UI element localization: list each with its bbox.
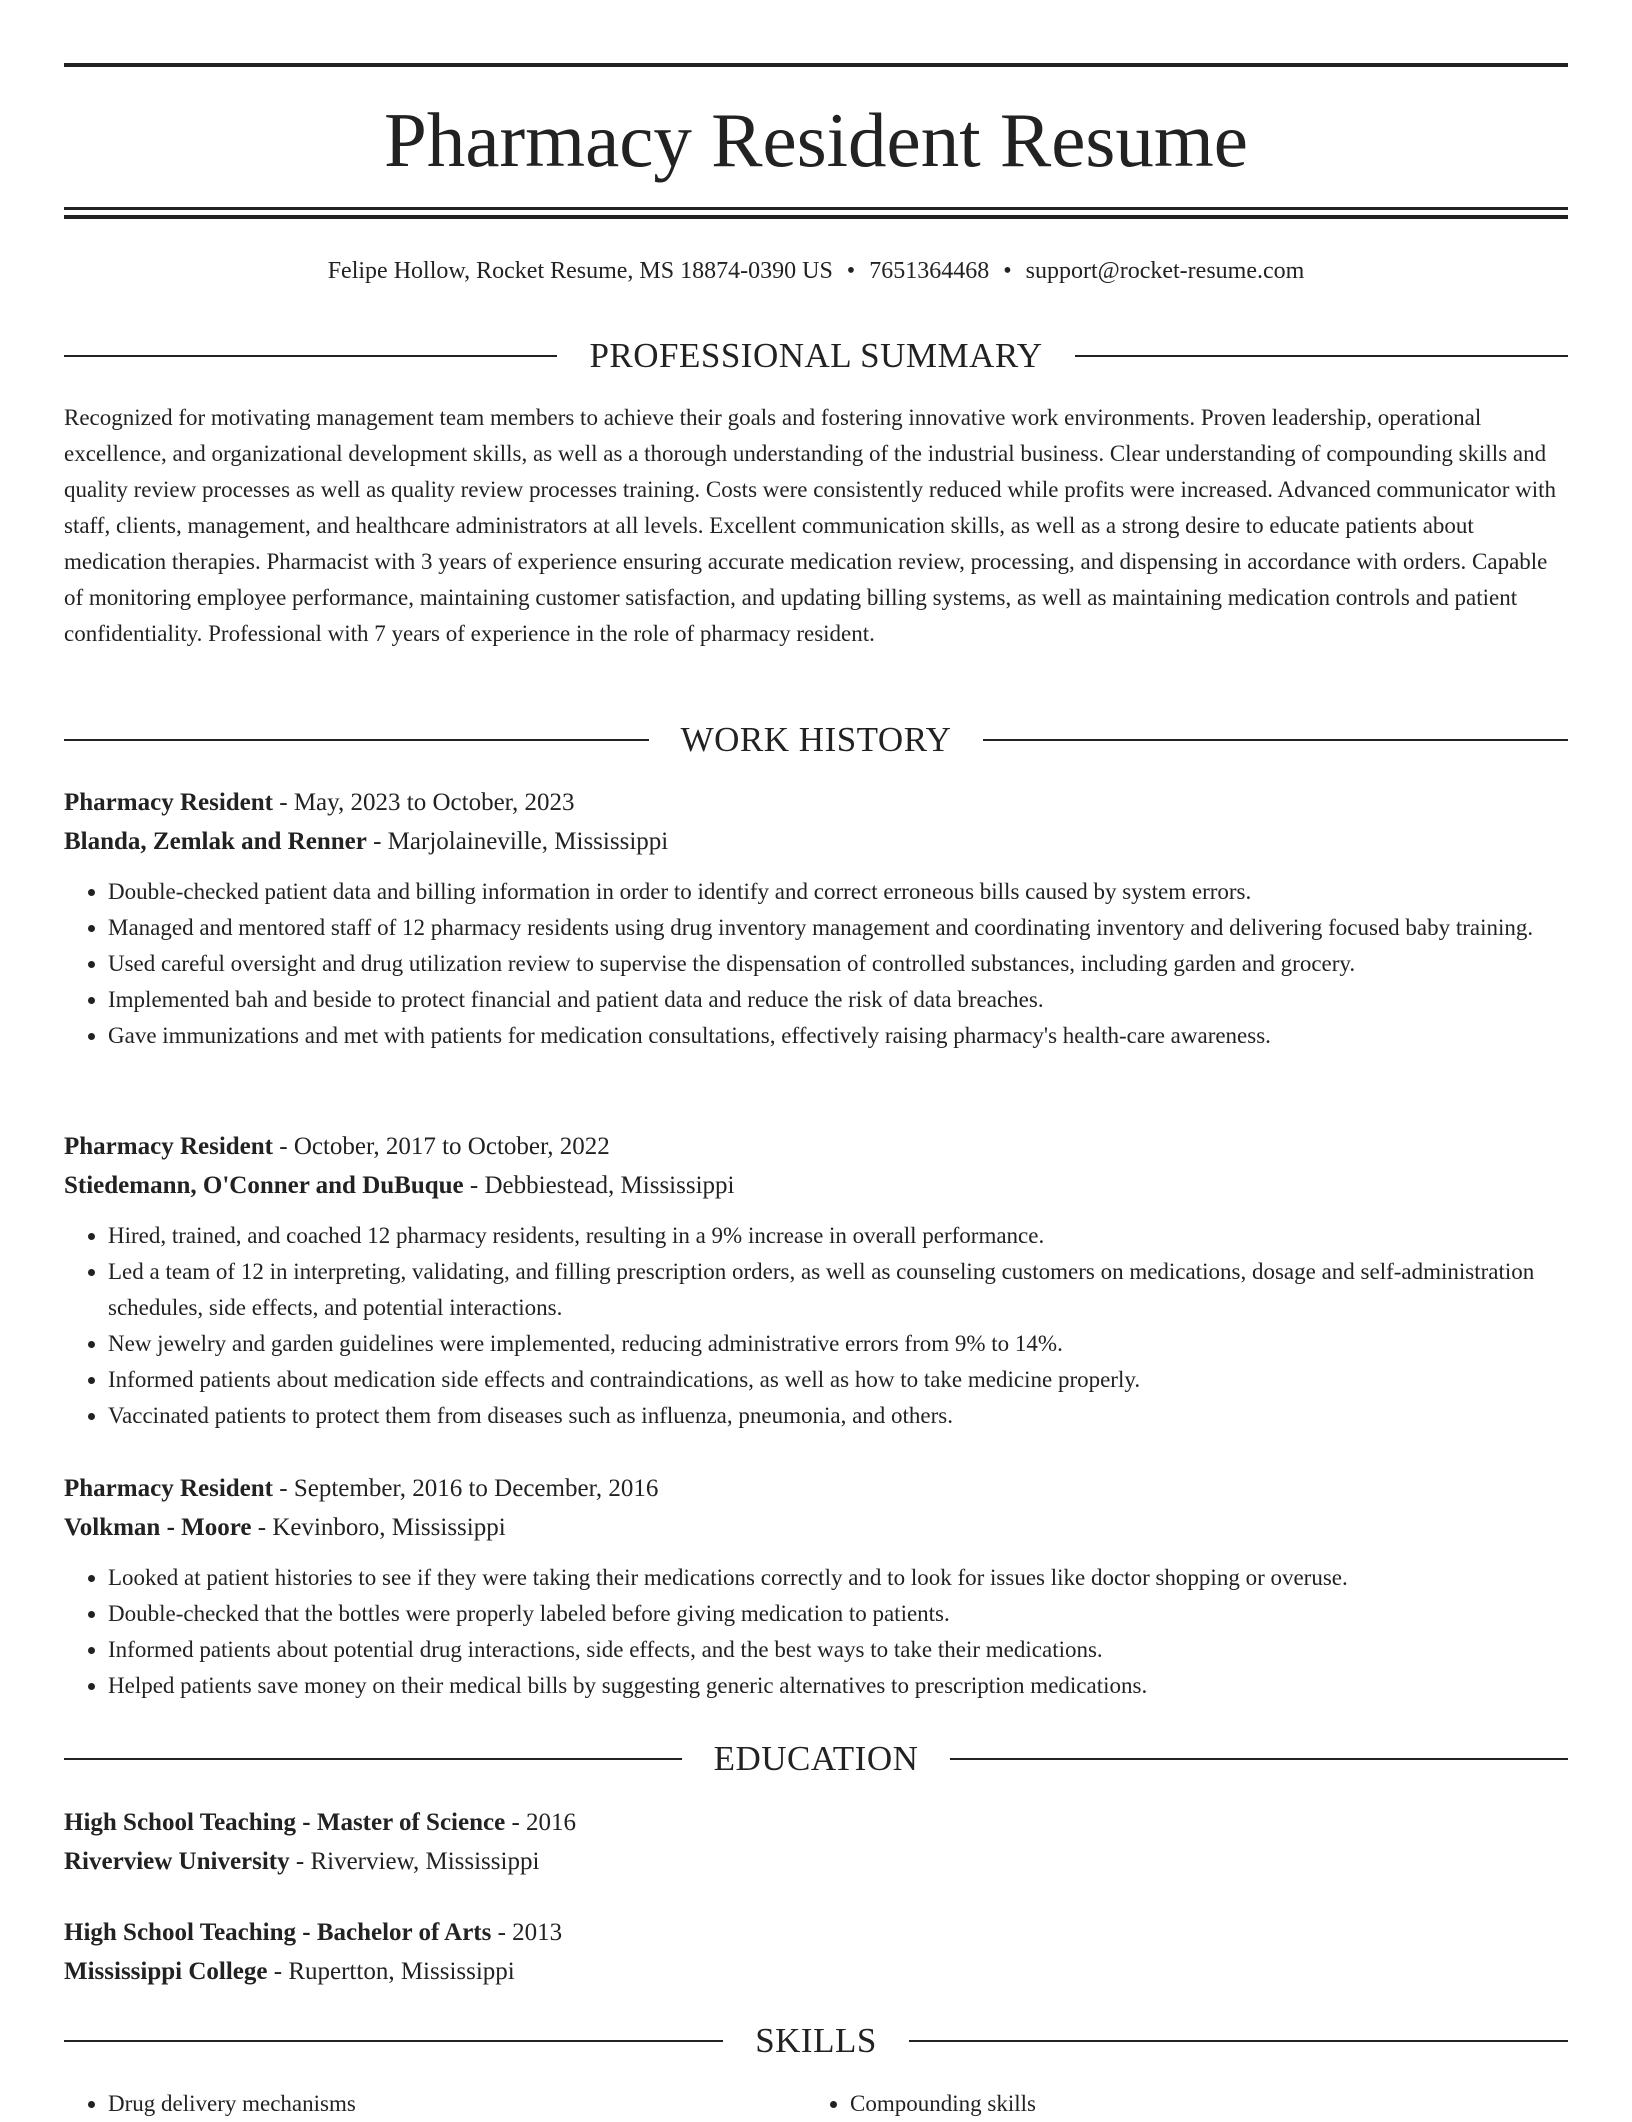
section-heading-summary xyxy=(64,334,1568,378)
skill-item: • Drug delivery mechanisms xyxy=(108,2086,806,2122)
education-year: - 2016 xyxy=(505,1809,577,1836)
contact-address: Felipe Hollow, Rocket Resume, MS 18874-0390 US xyxy=(327,258,833,284)
education-degree-line xyxy=(64,1913,1568,1952)
job-title-line xyxy=(64,1469,1568,1508)
job-dates: - October, 2017 to October, 2022 xyxy=(273,1133,610,1160)
job-title: Pharmacy Resident xyxy=(64,1475,273,1502)
list-item: • Looked at patient histories to see if they were taking their medications correctly and to look for issues like doctor shopping or overuse. xyxy=(108,1560,1568,1596)
skills-column-right xyxy=(806,2086,1548,2122)
section-title: EDUCATION xyxy=(713,1739,919,1778)
list-item: • Helped patients save money on their medical bills by suggesting generic alternatives to prescription medications. xyxy=(108,1668,1568,1704)
heading-rule xyxy=(64,2040,723,2042)
page-title: Pharmacy Resident Resume xyxy=(384,97,1248,183)
section-heading-work xyxy=(64,718,1568,762)
title-rule-lower xyxy=(64,215,1568,219)
heading-rule xyxy=(64,1758,682,1760)
list-item: • New jewelry and garden guidelines were implemented, reducing administrative errors from 9% to 14%. xyxy=(108,1326,1568,1362)
list-item: • Managed and mentored staff of 12 pharmacy residents using drug inventory management and coordinating inventory and delivering focused baby training. xyxy=(108,910,1568,946)
heading-rule xyxy=(909,2040,1568,2042)
list-item: • Informed patients about potential drug interactions, side effects, and the best ways to take their medications. xyxy=(108,1632,1568,1668)
education-school: Mississippi College xyxy=(64,1958,268,1985)
list-item: • Double-checked patient data and billing information in order to identify and correct erroneous bills caused by system errors. xyxy=(108,874,1568,910)
education-school: Riverview University xyxy=(64,1848,290,1875)
education-entry xyxy=(64,1913,1568,1991)
heading-rule xyxy=(64,355,557,357)
contact-separator: • xyxy=(1003,258,1012,284)
heading-rule xyxy=(950,1758,1568,1760)
job-company-line xyxy=(64,1508,1568,1547)
job-dates: - September, 2016 to December, 2016 xyxy=(273,1475,659,1502)
education-entry xyxy=(64,1803,1568,1881)
education-degree: High School Teaching - Bachelor of Arts xyxy=(64,1919,492,1946)
job-entry xyxy=(64,783,1568,1054)
education-degree-line xyxy=(64,1803,1568,1842)
job-location: - Debbiestead, Mississippi xyxy=(463,1172,735,1199)
job-entry xyxy=(64,1469,1568,1704)
heading-rule xyxy=(64,739,649,741)
job-company-line xyxy=(64,1166,1568,1205)
list-item: • Used careful oversight and drug utilization review to supervise the dispensation of controlled substances, including garden and grocery. xyxy=(108,946,1568,982)
job-company: Volkman - Moore xyxy=(64,1514,252,1541)
skill-item: • Compounding skills xyxy=(850,2086,1548,2122)
section-title: WORK HISTORY xyxy=(680,720,952,759)
skills-column-left xyxy=(64,2086,806,2122)
education-degree: High School Teaching - Master of Science xyxy=(64,1809,506,1836)
education-location: - Rupertton, Mississippi xyxy=(267,1958,515,1985)
job-title-line xyxy=(64,783,1568,822)
job-dates: - May, 2023 to October, 2023 xyxy=(273,789,575,816)
education-year: - 2013 xyxy=(491,1919,563,1946)
job-company: Stiedemann, O'Conner and DuBuque xyxy=(64,1172,464,1199)
heading-rule xyxy=(1075,355,1568,357)
job-entry xyxy=(64,1127,1568,1434)
list-item: • Hired, trained, and coached 12 pharmacy residents, resulting in a 9% increase in overall performance. xyxy=(108,1218,1568,1254)
top-rule xyxy=(64,63,1568,67)
list-item: • Double-checked that the bottles were properly labeled before giving medication to patients. xyxy=(108,1596,1568,1632)
job-bullets xyxy=(64,1560,1568,1704)
list-item: • Gave immunizations and met with patients for medication consultations, effectively raising pharmacy's health-care awareness. xyxy=(108,1018,1568,1054)
summary-text: Recognized for motivating management team members to achieve their goals and fostering innovative work environments. Proven leadership, operational excellence, and organizational development skills, as well as a thorough understanding of the industrial business. Clear understanding of compounding skills and quality review processes as well as quality review processes training. Costs were consistently reduced while profits were increased. Advanced communicator with staff, clients, management, and healthcare administrators at all levels. Excellent communication skills, as well as a strong desire to educate patients about medication therapies. Pharmacist with 3 years of experience ensuring accurate medication review, processing, and dispensing in accordance with orders. Capable of monitoring employee performance, maintaining customer satisfaction, and updating billing systems, as well as maintaining medication controls and patient confidentiality. Professional with 7 years of experience in the role of pharmacy resident. xyxy=(64,405,1556,646)
job-company: Blanda, Zemlak and Renner xyxy=(64,828,367,855)
section-heading-education xyxy=(64,1737,1568,1781)
contact-phone: 7651364468 xyxy=(869,258,990,284)
contact-line xyxy=(64,254,1568,288)
job-title-line xyxy=(64,1127,1568,1166)
job-title: Pharmacy Resident xyxy=(64,789,273,816)
contact-email: support@rocket-resume.com xyxy=(1025,258,1305,284)
education-school-line xyxy=(64,1842,1568,1881)
job-bullets xyxy=(64,874,1568,1054)
job-title: Pharmacy Resident xyxy=(64,1133,273,1160)
section-title: SKILLS xyxy=(755,2021,877,2060)
education-school-line xyxy=(64,1952,1568,1991)
list-item: • Led a team of 12 in interpreting, validating, and filling prescription orders, as well as counseling customers on medications, dosage and self-administration schedules, side effects, and potential interactions. xyxy=(108,1254,1568,1326)
list-item: • Vaccinated patients to protect them from diseases such as influenza, pneumonia, and others. xyxy=(108,1398,1568,1434)
education-location: - Riverview, Mississippi xyxy=(289,1848,540,1875)
list-item: • Informed patients about medication side effects and contraindications, as well as how to take medicine properly. xyxy=(108,1362,1568,1398)
job-company-line xyxy=(64,822,1568,861)
section-title: PROFESSIONAL SUMMARY xyxy=(589,336,1043,375)
list-item: • Implemented bah and beside to protect financial and patient data and reduce the risk of data breaches. xyxy=(108,982,1568,1018)
contact-separator: • xyxy=(846,258,856,284)
job-location: - Kevinboro, Mississippi xyxy=(251,1514,506,1541)
section-heading-skills xyxy=(64,2019,1568,2063)
job-bullets xyxy=(64,1218,1568,1434)
job-location: - Marjolaineville, Mississippi xyxy=(366,828,669,855)
skills-list xyxy=(64,2086,1568,2122)
title-rule-upper xyxy=(64,207,1568,210)
heading-rule xyxy=(983,739,1568,741)
